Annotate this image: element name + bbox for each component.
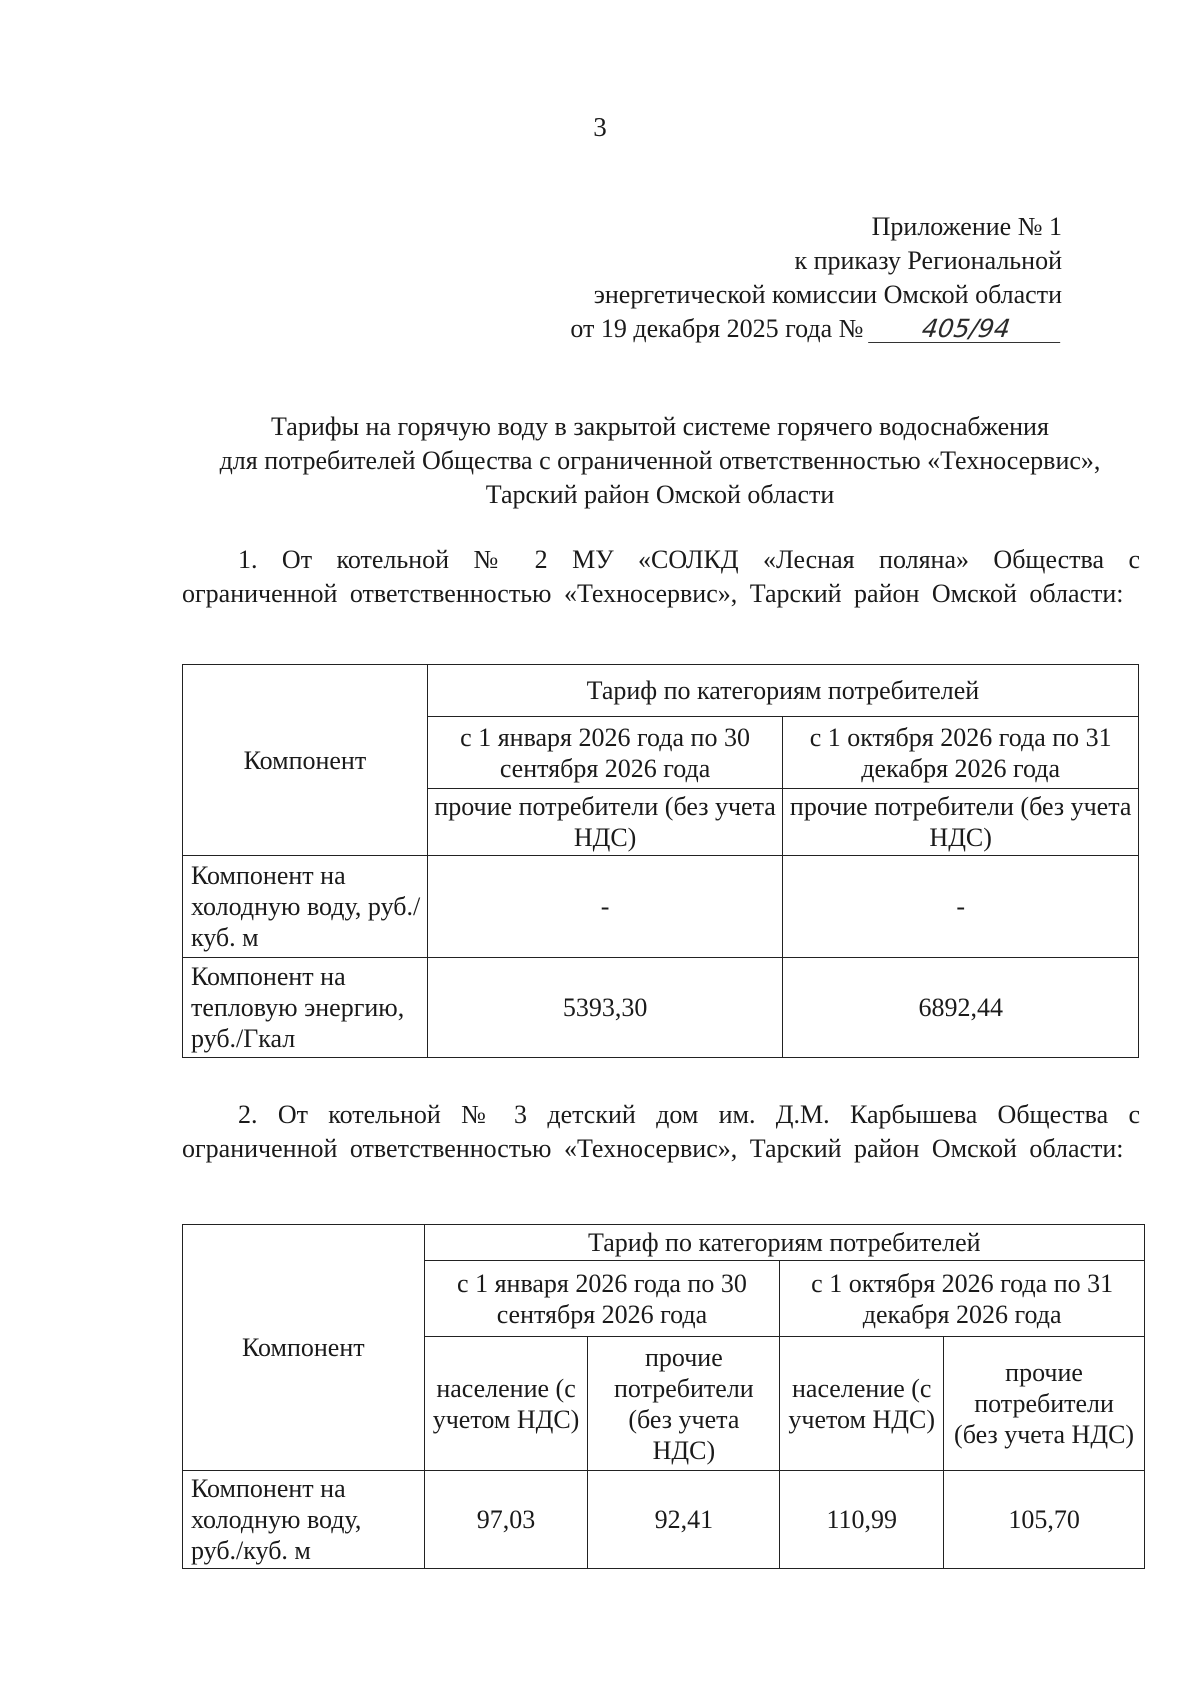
category-2-header: прочие потребители (без учета НДС): [783, 789, 1139, 856]
component-header: Компонент: [183, 1225, 425, 1471]
title-line-2: для потребителей Общества с ограниченной ответственностью «Техносервис»,: [219, 446, 1101, 475]
period-1-header: с 1 января 2026 года по 30 сентября 2026 года: [427, 717, 783, 789]
cell-heat-energy-period-2: 6892,44: [783, 958, 1139, 1058]
tariff-table-1: [182, 664, 1139, 1058]
appendix-block: [570, 210, 1062, 346]
cell-other-period-2: 105,70: [944, 1471, 1145, 1569]
period-1-header: с 1 января 2026 года по 30 сентября 2026 года: [424, 1261, 780, 1337]
order-number: 405/94: [868, 316, 1064, 343]
title-line-3: Тарский район Омской области: [485, 480, 835, 509]
tariff-header: Тариф по категориям потребителей: [427, 665, 1138, 717]
row-label-heat-energy: Компонент на тепловую энергию, руб./Гкал: [183, 958, 428, 1058]
category-other-period-2: прочие потребители (без учета НДС): [944, 1337, 1145, 1471]
title-line-1: Тарифы на горячую воду в закрытой системе горячего водоснабжения: [271, 412, 1049, 441]
cell-cold-water-period-2: -: [783, 856, 1139, 958]
section-1-text: 1. От котельной № 2 МУ «СОЛКД «Лесная поляна» Общества с ограниченной ответственностью «Техносервис», Тарский район Омской области:: [182, 545, 1140, 608]
category-population-period-1: население (с учетом НДС): [424, 1337, 588, 1471]
tariff-header: Тариф по категориям потребителей: [424, 1225, 1144, 1261]
category-1-header: прочие потребители (без учета НДС): [427, 789, 783, 856]
cell-heat-energy-period-1: 5393,30: [427, 958, 783, 1058]
cell-other-period-1: 92,41: [588, 1471, 780, 1569]
appendix-line-1: Приложение № 1: [871, 212, 1062, 241]
appendix-date: от 19 декабря 2025 года №: [570, 314, 864, 343]
appendix-line-3: энергетической комиссии Омской области: [593, 280, 1062, 309]
cell-population-period-1: 97,03: [424, 1471, 588, 1569]
cell-population-period-2: 110,99: [780, 1471, 944, 1569]
component-header: Компонент: [183, 665, 428, 856]
appendix-line-4: [570, 312, 1062, 346]
category-other-period-1: прочие потребители (без учета НДС): [588, 1337, 780, 1471]
tariff-table-2: [182, 1224, 1145, 1569]
cell-cold-water-period-1: -: [427, 856, 783, 958]
period-2-header: с 1 октября 2026 года по 31 декабря 2026 года: [783, 717, 1139, 789]
category-population-period-2: население (с учетом НДС): [780, 1337, 944, 1471]
row-label-cold-water: Компонент на холодную воду, руб./куб. м: [183, 856, 428, 958]
document-title: [160, 410, 1160, 512]
appendix-line-2: к приказу Региональной: [794, 246, 1062, 275]
period-2-header: с 1 октября 2026 года по 31 декабря 2026 года: [780, 1261, 1145, 1337]
row-label-cold-water: Компонент на холодную воду, руб./куб. м: [183, 1471, 425, 1569]
section-2-text: 2. От котельной № 3 детский дом им. Д.М. Карбышева Общества с ограниченной ответственностью «Техносервис», Тарский район Омской области:: [182, 1100, 1140, 1163]
page-number: 3: [593, 112, 607, 142]
